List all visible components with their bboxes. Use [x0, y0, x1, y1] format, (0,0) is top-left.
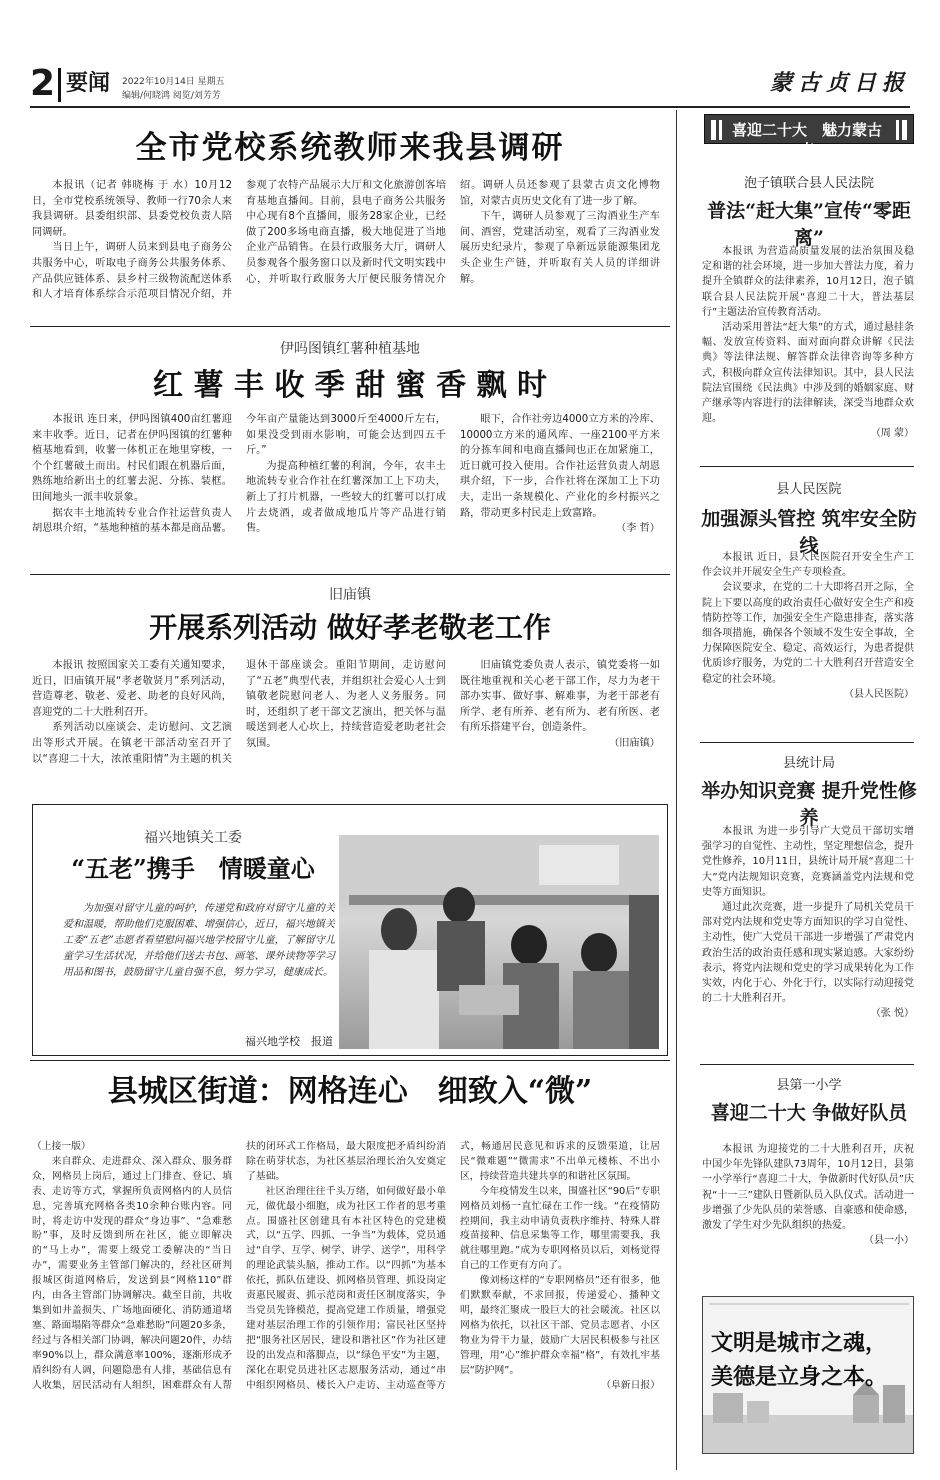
sidebar-item2-paragraph: 本报讯 近日，县人民医院召开安全生产工作会议并开展安全生产专项检查。	[702, 552, 914, 579]
slogan-box	[702, 1296, 914, 1454]
sidebar-item1-paragraph: 活动采用普法“赶大集”的方式，通过悬挂条幅、发放宣传资料、面对面向群众讲解《民法典》等法律法规、解答群众法律咨询等多种方式，积极向群众宣传法律知识。其中，县人民法院法官围绕《民法典》中涉及到的婚姻家庭、财产继承等内容进行的法律解读，深受当地群众欢迎。	[702, 322, 914, 425]
article3-paragraph: 旧庙镇党委负责人表示，镇党委将一如既往地重视和关心老干部工作，尽力为老干部办实事、做好事、解难事，为老干部老有所学、老有所养、老有所为、老有所医、老有所乐搭建平台，创造条件。	[460, 660, 660, 734]
editor-line: 编辑/何晓鸿 阅览/刘芳芳	[122, 91, 221, 101]
photo-illustration	[339, 835, 659, 1049]
article2-headline: 红 薯 丰 收 季 甜 蜜 香 飘 时	[153, 368, 547, 403]
banner-text: 喜迎二十大 魅力蒙古贞	[731, 121, 882, 159]
banner-stripe-right	[896, 120, 899, 140]
sidebar-item3-divider	[700, 1064, 914, 1065]
sidebar-item1-divider	[700, 466, 914, 467]
article4-paragraph: 今年疫情发生以来，围盛社区“90后”专职网格员刘杨一直忙碌在工作一线。“在疫情防控期间，我主动申请负责秩序维持、特殊人群疫苗接种、信息采集等工作，哪里需要我，我就往哪里跑。”成为专职网格员以后，刘杨觉得自己的工作更有方向了。	[460, 1185, 660, 1272]
masthead-rule	[30, 106, 910, 108]
sidebar-item4-body	[702, 1142, 914, 1248]
section-label: 要闻	[66, 71, 111, 96]
sidebar-item2-paragraph: 会议要求，在党的二十大即将召开之际，全院上下要以高度的政治责任心做好安全生产和疫情防控等工作，加强安全生产隐患排查，落实落细各项措施，确保各个领域不发生安全事故，全力保障医院安全、稳定、高效运行，为患者提供优质诊疗服务，为党的二十大胜利召开营造安全稳定的社会环境。	[702, 582, 914, 685]
sidebar-item1-title: 普法“赶大集”宣传“零距离”	[707, 200, 911, 249]
article2-paragraph: 为提高种植红薯的利润，今年，农丰土地流转专业合作社在红薯深加工上下功夫，新上了打片机器，一些较大的红薯可以打成片去烧酒，或者做成地瓜片等产品进行销售。	[246, 460, 446, 535]
feature-kicker: 福兴地镇关工委	[144, 830, 242, 846]
article2-signature: （李 哲）	[616, 523, 660, 535]
article4-body	[32, 1140, 660, 1458]
feature-body: 为加强对留守儿童的呵护，传递党和政府对留守儿童的关爱和温暖，帮助他们克服困难、增强信心，近日，福兴地镇关工委“五老”志愿者看望慰问福兴地学校留守儿童，了解留守儿童学习生活状况，并给他们送去书包、画笔、课外读物等学习用品和图书，鼓励留守儿童自强不息，努力学习，健康成长。	[63, 903, 335, 978]
sidebar-item3-paragraph: 本报讯 为进一步引导广大党员干部切实增强学习的自觉性、主动性，坚定理想信念，提升党性修养，10月11日，县统计局开展“喜迎二十大”党内法规知识竞赛，竞赛涵盖党内法规和党史等方面知识。	[702, 826, 914, 898]
sidebar-item3-signature: （张 悦）	[870, 1008, 914, 1020]
article3-body	[32, 658, 660, 796]
sidebar-item4-title: 喜迎二十大 争做好队员	[710, 1102, 908, 1124]
article4-paragraph: 社区治理往往千头万绪，如何做好最小单元，做优最小细胞，成为社区工作者的思考重点。围盛社区创建具有本社区特色的党建模式，以“五学、四抓、一争当”为载体，党员通过“自学、互学、树学、讲学、送学”，用科学的理论武装头脑，推动工作。以“四抓”为基本依托，抓队伍建设、抓网格员管理、抓设岗定责惠民履责、抓示范岗和责任区制度落实，争当党员先锋模范，提高党建工作质量，增强党建对基层治理工作的引领作用；富民社区坚持把“服务社区居民，建设和谐社区”作为社区建设的出发点和落脚点，以“绿色平安”为主题，深化在职党员进社区志愿服务活动，通过“串中组织网格员、楼长入户走访、主动巡查等方式，畅通居民意见和诉求的反馈渠道，让居民“微难题”“微需求”不出单元楼栋、不出小区，持续营造共建共享的和谐社区氛围。	[246, 1141, 660, 1391]
article2-divider	[30, 574, 670, 575]
sidebar-item4-signature: （县一小）	[864, 1235, 914, 1247]
sidebar-item1-paragraph: 本报讯 为营造高质量发展的法治氛围及稳定和谐的社会环境，进一步加大普法力度，着力提升全镇群众的法律素养，10月12日，泡子镇联合县人民法院开展“喜迎二十大，普法基层行”主题法治宣传教育活动。	[702, 246, 914, 318]
feature-headline: “五老”携手 情暖童心	[71, 854, 315, 883]
sidebar-item2-kicker: 县人民医院	[776, 482, 842, 497]
article1-body	[32, 178, 660, 316]
sidebar-item2-signature: （县人民医院）	[844, 688, 914, 700]
masthead	[30, 64, 910, 110]
banner-stripe-left-2	[719, 120, 722, 140]
page-number-divider	[58, 68, 61, 102]
sidebar-item4-kicker: 县第一小学	[776, 1078, 842, 1093]
article1-paragraph: 本报讯（记者 韩晓梅 于 水）10月12日，全市党校系统领导、教师一行70余人来我县调研。县委组织部、县委党校负责人陪同调研。	[32, 180, 232, 238]
sidebar-item2-divider	[700, 742, 914, 743]
banner-stripe-right-2	[902, 120, 907, 140]
sidebar-item3-paragraph: 通过此次竞赛，进一步提升了局机关党员干部对党内法规和党史等方面知识的学习自觉性、主动性，使广大党员干部进一步增强了严肃党内政治生活的政治责任感和现实紧迫感。大家纷纷表示，将党内法规和党史的学习成果转化为工作实效，内化于心、外化于行，以实际行动迎接党的二十大胜利召开。	[702, 902, 914, 1005]
slogan-line1: 文明是城市之魂，	[711, 1331, 888, 1356]
feature-signature: 福兴地学校 报道	[245, 1035, 333, 1048]
sidebar-item1-signature: （周 蒙）	[870, 428, 914, 440]
article4-paragraph: （上接一版）	[32, 1141, 91, 1152]
article2-paragraph: 本报讯 连日来，伊吗图镇400亩红薯迎来丰收季。近日，记者在伊吗图镇的红薯种植基地看到，收薯一体机正在地里穿梭，一个个红薯破土而出。村民们跟在机器后面，熟练地给新出土的红薯去泥、分拣、装框。田间地头一派丰收景象。	[32, 414, 232, 503]
sidebar-item4-paragraph: 本报讯 为迎接党的二十大胜利召开，庆祝中国少年先锋队建队73周年，10月12日，县第一小学举行“喜迎二十大，争做新时代好队员”庆祝“十一三”建队日暨新队员入队仪式。活动进一步增强了少先队员的荣誉感、自豪感和使命感，激发了学生对少先队组织的热爱。	[702, 1144, 914, 1232]
banner-stripe-left	[711, 120, 716, 140]
sidebar-item2-body	[702, 550, 914, 702]
sidebar-item2-title: 加强源头管控 筑牢安全防线	[701, 508, 917, 557]
sidebar-banner	[704, 114, 914, 159]
sidebar-item1-kicker: 泡子镇联合县人民法院	[743, 176, 874, 191]
article1-divider	[30, 326, 670, 327]
sidebar-item3-kicker: 县统计局	[782, 756, 835, 771]
article2-paragraph: 据农丰土地流转专业合作社运营负责人胡恩琪介绍，“基地种植的基本都是商品薯。今年亩产量能达到3000斤至4000斤左右，如果没受到雨水影响，可能会达到四五千斤。”	[32, 414, 446, 535]
article3-paragraph: 系列活动以座谈会、走访慰问、文艺演出等形式开展。在镇老干部活动室召开了以“喜迎二十大，浓浓重阳情”为主题的机关退休干部座谈会。重阳节期间，走访慰问了“五老”典型代表，并组织社会爱心人士到镇敬老院慰问老人、为老人义务服务。同时，还组织了老干部文艺演出，把关怀与温暖送到老人心坎上，持续营造爱老助老社会氛围。	[32, 660, 446, 765]
sidebar-item1-body	[702, 244, 914, 442]
article3-headline: 开展系列活动 做好孝老敬老工作	[149, 611, 551, 644]
feature-divider	[30, 1060, 670, 1061]
article3-kicker: 旧庙镇	[329, 587, 371, 603]
date-line: 2022年10月14日 星期五	[122, 77, 225, 87]
slogan-line2: 美德是立身之本。	[711, 1365, 888, 1390]
sidebar-item3-body	[702, 824, 914, 1022]
article3-paragraph: 本报讯 按照国家关工委有关通知要求，近日，旧庙镇开展“孝老敬贤月”系列活动，营造尊老、敬老、爱老、助老的良好风尚，喜迎党的二十大胜利召开。	[32, 660, 232, 718]
sidebar-item3-title: 举办知识竞赛 提升党性修养	[701, 780, 917, 829]
article4-paragraph: 像刘杨这样的“专职网格员”还有很多，他们默默奉献，不求回报，传递爱心、播种文明，最终汇聚成一股巨大的社会暖流。社区以网格为依托，以社区干部、党员志愿者、小区物业为骨干力量，鼓励广大居民积极参与社区管理，用“心”维护群众幸福“格”，有效扎牢基层“防护网”。	[460, 1275, 660, 1376]
paper-name: 蒙古贞日报	[769, 70, 910, 96]
article2-body	[32, 412, 660, 570]
article3-signature: （旧庙镇）	[609, 737, 660, 749]
article1-paragraph: 当日上午，调研人员来到县电子商务公共服务中心，听取电子商务公共服务体系、产品供应链体系、县乡村三级物流配送体系和人才培育体系综合示范项目情况介绍，并参观了农特产品展示大厅和文化旅游创客培育基地直播间。目前，县电子商务公共服务中心现有8个直播间，服务28家企业，已经做了200多场电商直播，极大地促进了当地企业产品销售。在县行政服务大厅，调研人员参观各个服务窗口以及新时代文明实践中心，并听取行政服务大厅便民服务情况介绍。调研人员还参观了县蒙古贞文化博物馆，对蒙古贞历史文化有了进一步了解。	[32, 180, 660, 301]
article2-kicker: 伊吗图镇红薯种植基地	[280, 341, 420, 357]
article4-headline: 县城区街道：网格连心 细致入“微”	[107, 1074, 593, 1109]
page-number: 2	[30, 63, 56, 104]
article1-headline: 全市党校系统教师来我县调研	[135, 130, 565, 166]
article1-paragraph: 下午，调研人员参观了三沟酒业生产车间、酒窖，党建活动室，观看了三沟酒业发展历史纪录片，参观了阜新远景能源集团龙头企业生产链，并听取有关人员的详细讲解。	[460, 211, 660, 285]
article4-signature: （阜新日报）	[601, 1379, 660, 1391]
feature-box	[32, 804, 668, 1056]
feature-photo	[339, 835, 659, 1049]
article4-paragraph: 来自群众、走进群众、深入群众、服务群众，网格员上岗后，通过上门排查、登记、填表、走访等方式，掌握所负责网格内的人员信息，完善填充网格各类10余种台账内容。同时，将走访中发现的群众“身边事”、“急难愁盼”事，及时反馈到所在社区，能立即解决的“马上办”，需要上级党工委解决的“当日办”，需要业务主管部门解决的，经社区研判报城区街道网格后，发送到县“网格110”群内，由各主管部门协调解决。截至目前，共收集到如井盖损失、广场地面硬化、消防通道堵塞、路面塌陷等群众“急难愁盼”问题20多条，经过与各相关部门协调，解决问题20件，办结率90%以上，群众满意率100%，逐渐形成矛盾纠纷有人调，问题隐患有人排，基础信息有人收集，居民活动有人组织，困难群众有人帮扶的闭环式工作格局，最大限度把矛盾纠纷消除在萌芽状态，为社区基层治理长治久安奠定了基础。	[32, 1141, 446, 1391]
article2-paragraph: 眼下，合作社旁边4000立方米的冷库、10000立方米的通风库、一座2100平方米的分拣车间和电商直播间也正在加紧施工，近日就可投入使用。合作社运营负责人胡恩琪介绍，下一步，合作社将在深加工上下功夫，走出一条规模化、产业化的乡村振兴之路，带动更多村民走上致富路。	[460, 414, 660, 519]
sidebar-divider	[676, 110, 677, 1470]
